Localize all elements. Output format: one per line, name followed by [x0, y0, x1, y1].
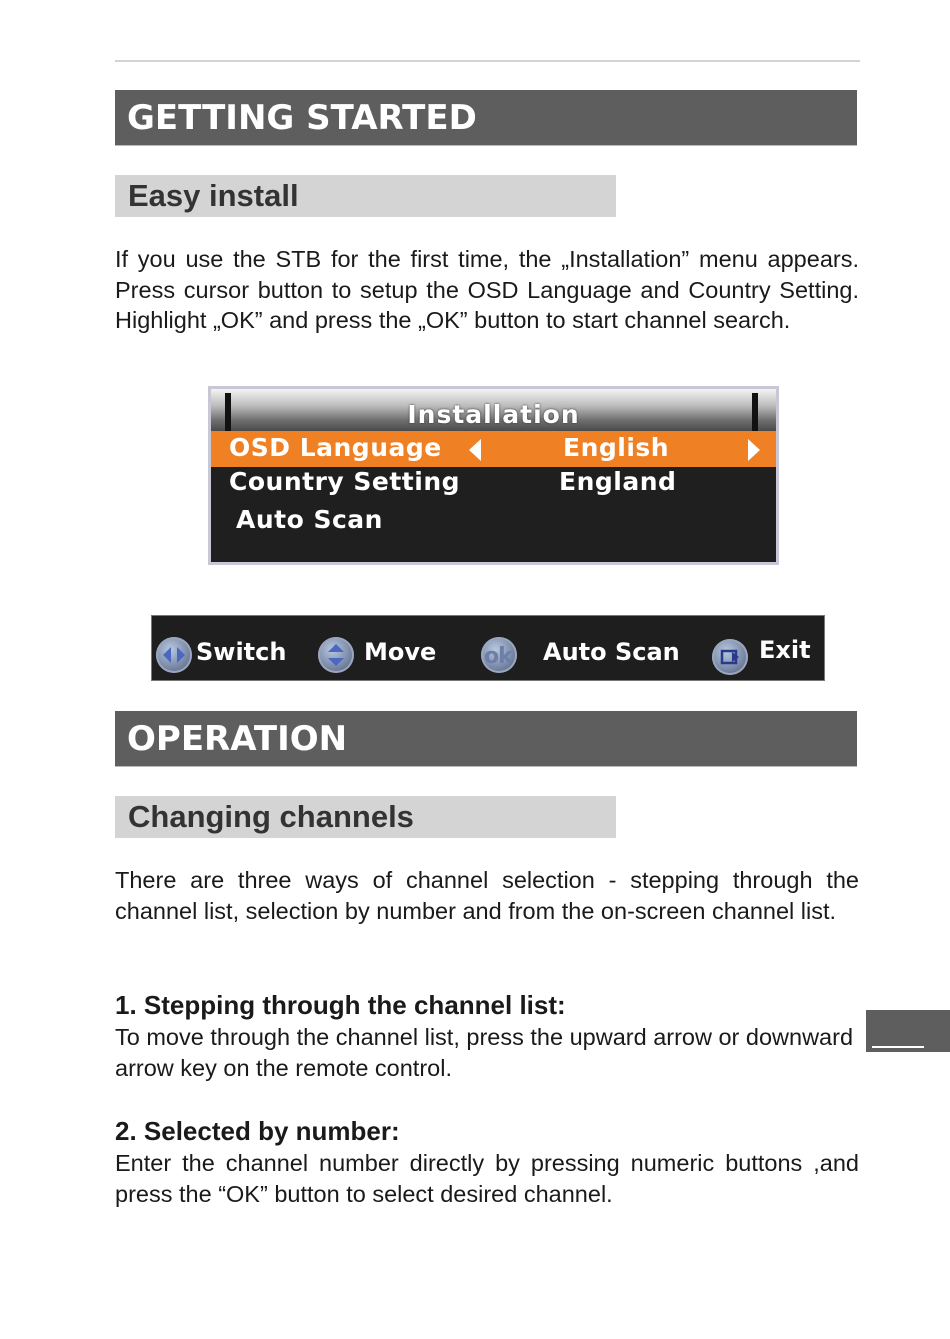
title-right-post — [752, 393, 758, 431]
menu-row-osd-language[interactable] — [211, 431, 776, 467]
up-down-arrows-icon — [318, 637, 354, 673]
ok-button-icon — [481, 637, 517, 673]
help-label: Switch — [196, 638, 287, 666]
menu-row-country-setting[interactable] — [211, 465, 776, 501]
menu-row-auto-scan[interactable] — [211, 503, 776, 539]
item-text-by-number: Enter the channel number directly by pressing numeric buttons ,and press the “OK” button to select desired channel. — [115, 1150, 859, 1207]
exit-icon — [712, 639, 748, 675]
installation-menu-title-text: Installation — [407, 400, 580, 429]
menu-row-label: OSD Language — [229, 433, 442, 462]
title-left-post — [225, 393, 231, 431]
menu-row-label: Auto Scan — [236, 505, 383, 534]
ok-button-text: ok — [484, 644, 512, 669]
help-label: Exit — [759, 636, 811, 664]
item-text-stepping: To move through the channel list, press the upward arrow or downward arrow key on the remote control. — [115, 1024, 854, 1081]
side-tab-line — [872, 1046, 924, 1048]
section-title-getting-started: GETTING STARTED — [115, 90, 857, 146]
subsection-title-changing-channels: Changing channels — [115, 796, 616, 838]
top-rule — [115, 60, 860, 62]
left-right-arrows-icon — [156, 637, 192, 673]
arrow-right-icon[interactable] — [748, 439, 760, 461]
help-label: Auto Scan — [543, 638, 680, 666]
item-heading-stepping: 1. Stepping through the channel list: — [115, 990, 566, 1020]
arrow-left-icon[interactable] — [469, 439, 481, 461]
easy-install-paragraph: If you use the STB for the first time, the „Installation” menu appears. Press cursor button to setup the OSD Language and Country Setting. Highlight „OK” and press the „OK” button to start channel search. — [115, 246, 859, 334]
changing-channels-intro: There are three ways of channel selection - stepping through the channel list, selection by number and from the on-screen channel list. — [115, 867, 859, 924]
section-title-operation: OPERATION — [115, 711, 857, 767]
item-heading-by-number: 2. Selected by number: — [115, 1116, 400, 1146]
menu-row-value: England — [559, 467, 677, 496]
installation-menu-title — [211, 389, 776, 431]
page-side-tab — [866, 1010, 950, 1052]
menu-row-value: English — [563, 433, 670, 462]
menu-row-label: Country Setting — [229, 467, 461, 496]
installation-menu — [208, 386, 779, 565]
subsection-title-easy-install: Easy install — [115, 175, 616, 217]
help-label: Move — [364, 638, 437, 666]
remote-help-bar — [151, 615, 825, 681]
